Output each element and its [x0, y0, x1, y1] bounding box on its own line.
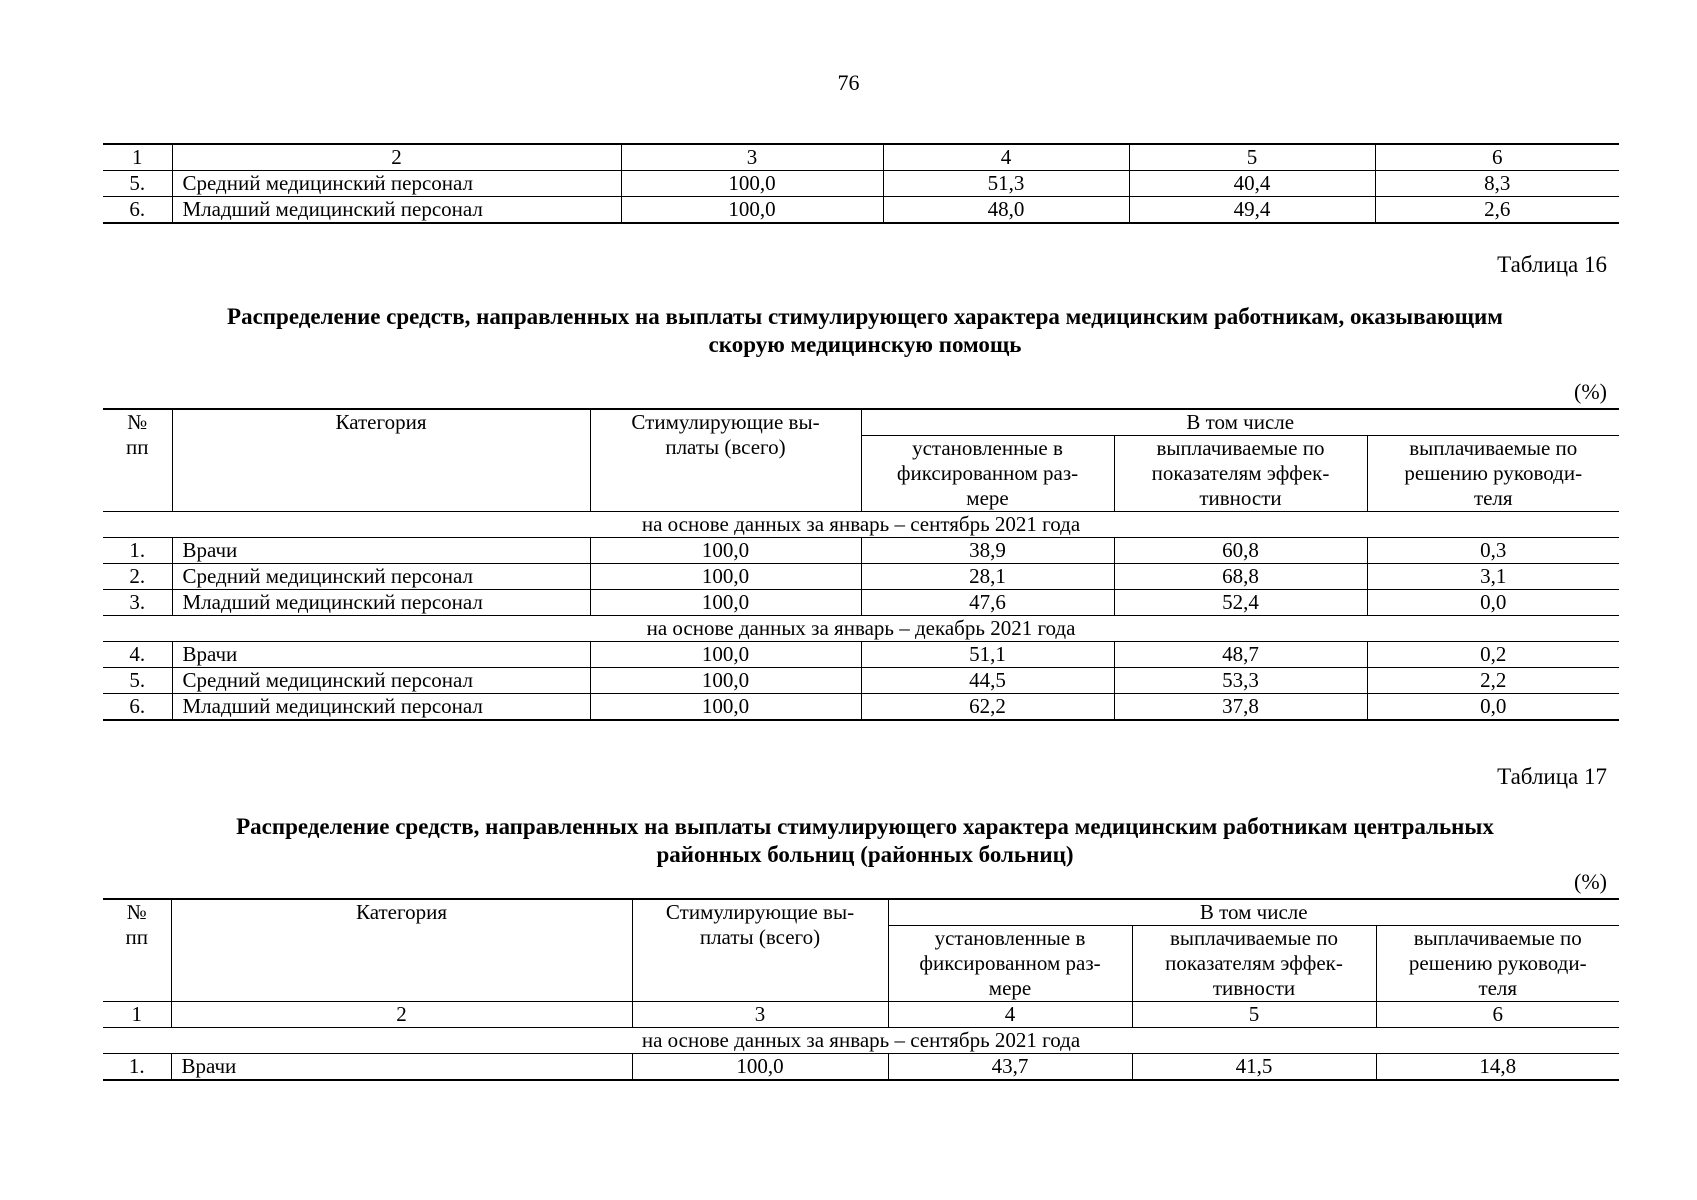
header-no-label: пп — [125, 925, 148, 949]
header-line: мере — [988, 976, 1032, 1000]
section-row — [103, 512, 1619, 538]
row-category: Врачи — [172, 538, 590, 564]
header-total — [590, 409, 861, 512]
cell-value: 100,0 — [590, 668, 861, 694]
table-16-label: Таблица 16 — [1497, 252, 1607, 277]
header-row — [103, 409, 1619, 436]
cell-value: 100,0 — [590, 564, 861, 590]
cell-value: 51,1 — [861, 642, 1114, 668]
header-line: теля — [1478, 976, 1518, 1000]
cell-value: 60,8 — [1114, 538, 1367, 564]
header-fixed — [888, 926, 1132, 1002]
column-number-row — [103, 144, 1619, 171]
table-16-unit: (%) — [1574, 379, 1607, 404]
cell-value: 100,0 — [590, 642, 861, 668]
header-line: показателям эффек- — [1151, 461, 1330, 485]
header-total-line: Стимулирующие вы- — [631, 410, 820, 434]
col-number: 2 — [172, 144, 621, 171]
header-line: решению руководи- — [1404, 461, 1583, 485]
header-no — [103, 409, 172, 512]
cell-value: 43,7 — [888, 1054, 1132, 1081]
header-total-line: платы (всего) — [665, 435, 786, 459]
cell-value: 14,8 — [1376, 1054, 1619, 1081]
cell-value: 3,1 — [1367, 564, 1619, 590]
header-line: фиксированном раз- — [919, 951, 1101, 975]
row-category: Младший медицинский персонал — [172, 694, 590, 721]
header-efficiency — [1132, 926, 1376, 1002]
header-line: выплачиваемые по — [1409, 436, 1578, 460]
row-category: Средний медицинский персонал — [172, 564, 590, 590]
cell-value: 38,9 — [861, 538, 1114, 564]
col-number: 4 — [883, 144, 1129, 171]
cell-value: 8,3 — [1375, 171, 1619, 197]
continued-table — [103, 143, 1619, 224]
section-label: на основе данных за январь – сентябрь 2021 года — [103, 512, 1619, 538]
cell-value: 37,8 — [1114, 694, 1367, 721]
col-number: 6 — [1376, 1002, 1619, 1028]
table-17-title-line: районных больниц (районных больниц) — [656, 842, 1074, 867]
cell-value: 52,4 — [1114, 590, 1367, 616]
header-line: показателям эффек- — [1165, 951, 1343, 975]
row-number: 3. — [103, 590, 172, 616]
cell-value: 48,0 — [883, 197, 1129, 224]
cell-value: 2,6 — [1375, 197, 1619, 224]
header-row — [103, 899, 1619, 926]
row-category: Врачи — [171, 1054, 632, 1081]
cell-value: 41,5 — [1132, 1054, 1376, 1081]
header-no — [103, 899, 171, 1002]
table-17-unit: (%) — [1574, 869, 1607, 894]
table-row — [103, 197, 1619, 224]
row-number: 4. — [103, 642, 172, 668]
table-row — [103, 564, 1619, 590]
col-number: 1 — [103, 144, 172, 171]
row-category: Младший медицинский персонал — [172, 590, 590, 616]
header-line: выплачиваемые по — [1156, 436, 1325, 460]
section-label: на основе данных за январь – декабрь 2021 года — [103, 616, 1619, 642]
header-line: тивности — [1212, 976, 1296, 1000]
table-row — [103, 1054, 1619, 1081]
cell-value: 0,3 — [1367, 538, 1619, 564]
cell-value: 0,0 — [1367, 590, 1619, 616]
header-line: мере — [966, 486, 1009, 510]
table-row — [103, 668, 1619, 694]
cell-value: 100,0 — [590, 590, 861, 616]
cell-value: 40,4 — [1129, 171, 1375, 197]
cell-value: 100,0 — [590, 694, 861, 721]
row-number: 1. — [103, 538, 172, 564]
cell-value: 100,0 — [621, 171, 883, 197]
cell-value: 2,2 — [1367, 668, 1619, 694]
cell-value: 0,0 — [1367, 694, 1619, 721]
header-line: установленные в — [912, 436, 1063, 460]
cell-value: 28,1 — [861, 564, 1114, 590]
header-line: выплачиваемые по — [1413, 926, 1582, 950]
cell-value: 68,8 — [1114, 564, 1367, 590]
col-number: 1 — [103, 1002, 171, 1028]
cell-value: 100,0 — [621, 197, 883, 224]
cell-value: 62,2 — [861, 694, 1114, 721]
row-category: Врачи — [172, 642, 590, 668]
col-number: 5 — [1132, 1002, 1376, 1028]
header-category: Категория — [171, 899, 632, 1002]
header-head-decision — [1367, 436, 1619, 512]
cell-value: 53,3 — [1114, 668, 1367, 694]
col-number: 6 — [1375, 144, 1619, 171]
cell-value: 49,4 — [1129, 197, 1375, 224]
table-17 — [103, 898, 1619, 1081]
header-line: теля — [1473, 486, 1513, 510]
cell-value: 100,0 — [632, 1054, 888, 1081]
header-no-label: № — [126, 900, 147, 924]
col-number: 2 — [171, 1002, 632, 1028]
header-no-label: пп — [126, 435, 149, 459]
cell-value: 47,6 — [861, 590, 1114, 616]
header-line: решению руководи- — [1408, 951, 1587, 975]
row-category: Младший медицинский персонал — [172, 197, 621, 224]
table-row — [103, 694, 1619, 721]
table-17-title — [100, 813, 1630, 869]
row-number: 5. — [103, 171, 172, 197]
table-row — [103, 171, 1619, 197]
cell-value: 0,2 — [1367, 642, 1619, 668]
col-number: 3 — [632, 1002, 888, 1028]
row-number: 1. — [103, 1054, 171, 1081]
header-efficiency — [1114, 436, 1367, 512]
header-line: фиксированном раз- — [896, 461, 1079, 485]
col-number: 4 — [888, 1002, 1132, 1028]
header-line: тивности — [1199, 486, 1282, 510]
row-number: 2. — [103, 564, 172, 590]
col-number: 5 — [1129, 144, 1375, 171]
header-line: установленные в — [934, 926, 1086, 950]
page-number: 76 — [837, 70, 860, 95]
table-17-title-line: Распределение средств, направленных на выплаты стимулирующего характера медицинским работникам центральных — [236, 814, 1494, 839]
header-total — [632, 899, 888, 1002]
row-category: Средний медицинский персонал — [172, 668, 590, 694]
header-no-label: № — [127, 410, 148, 434]
header-category: Категория — [172, 409, 590, 512]
header-head-decision — [1376, 926, 1619, 1002]
table-row — [103, 590, 1619, 616]
header-total-line: Стимулирующие вы- — [665, 900, 855, 924]
table-row — [103, 642, 1619, 668]
header-line: выплачиваемые по — [1169, 926, 1338, 950]
table-16-title-line: Распределение средств, направленных на выплаты стимулирующего характера медицинским работникам, оказывающим — [227, 304, 1503, 329]
header-fixed — [861, 436, 1114, 512]
table-row — [103, 538, 1619, 564]
row-number: 6. — [103, 694, 172, 721]
cell-value: 44,5 — [861, 668, 1114, 694]
cell-value: 51,3 — [883, 171, 1129, 197]
row-number: 5. — [103, 668, 172, 694]
header-including: В том числе — [861, 409, 1619, 436]
section-row — [103, 1028, 1619, 1054]
row-number: 6. — [103, 197, 172, 224]
header-including: В том числе — [888, 899, 1619, 926]
section-row — [103, 616, 1619, 642]
table-16-title — [100, 303, 1630, 359]
table-16-title-line: скорую медицинскую помощь — [708, 332, 1022, 357]
cell-value: 48,7 — [1114, 642, 1367, 668]
table-17-label: Таблица 17 — [1497, 764, 1607, 789]
header-total-line: платы (всего) — [699, 925, 821, 949]
table-16 — [103, 408, 1619, 721]
column-number-row — [103, 1002, 1619, 1028]
row-category: Средний медицинский персонал — [172, 171, 621, 197]
cell-value: 100,0 — [590, 538, 861, 564]
col-number: 3 — [621, 144, 883, 171]
section-label: на основе данных за январь – сентябрь 2021 года — [103, 1028, 1619, 1054]
